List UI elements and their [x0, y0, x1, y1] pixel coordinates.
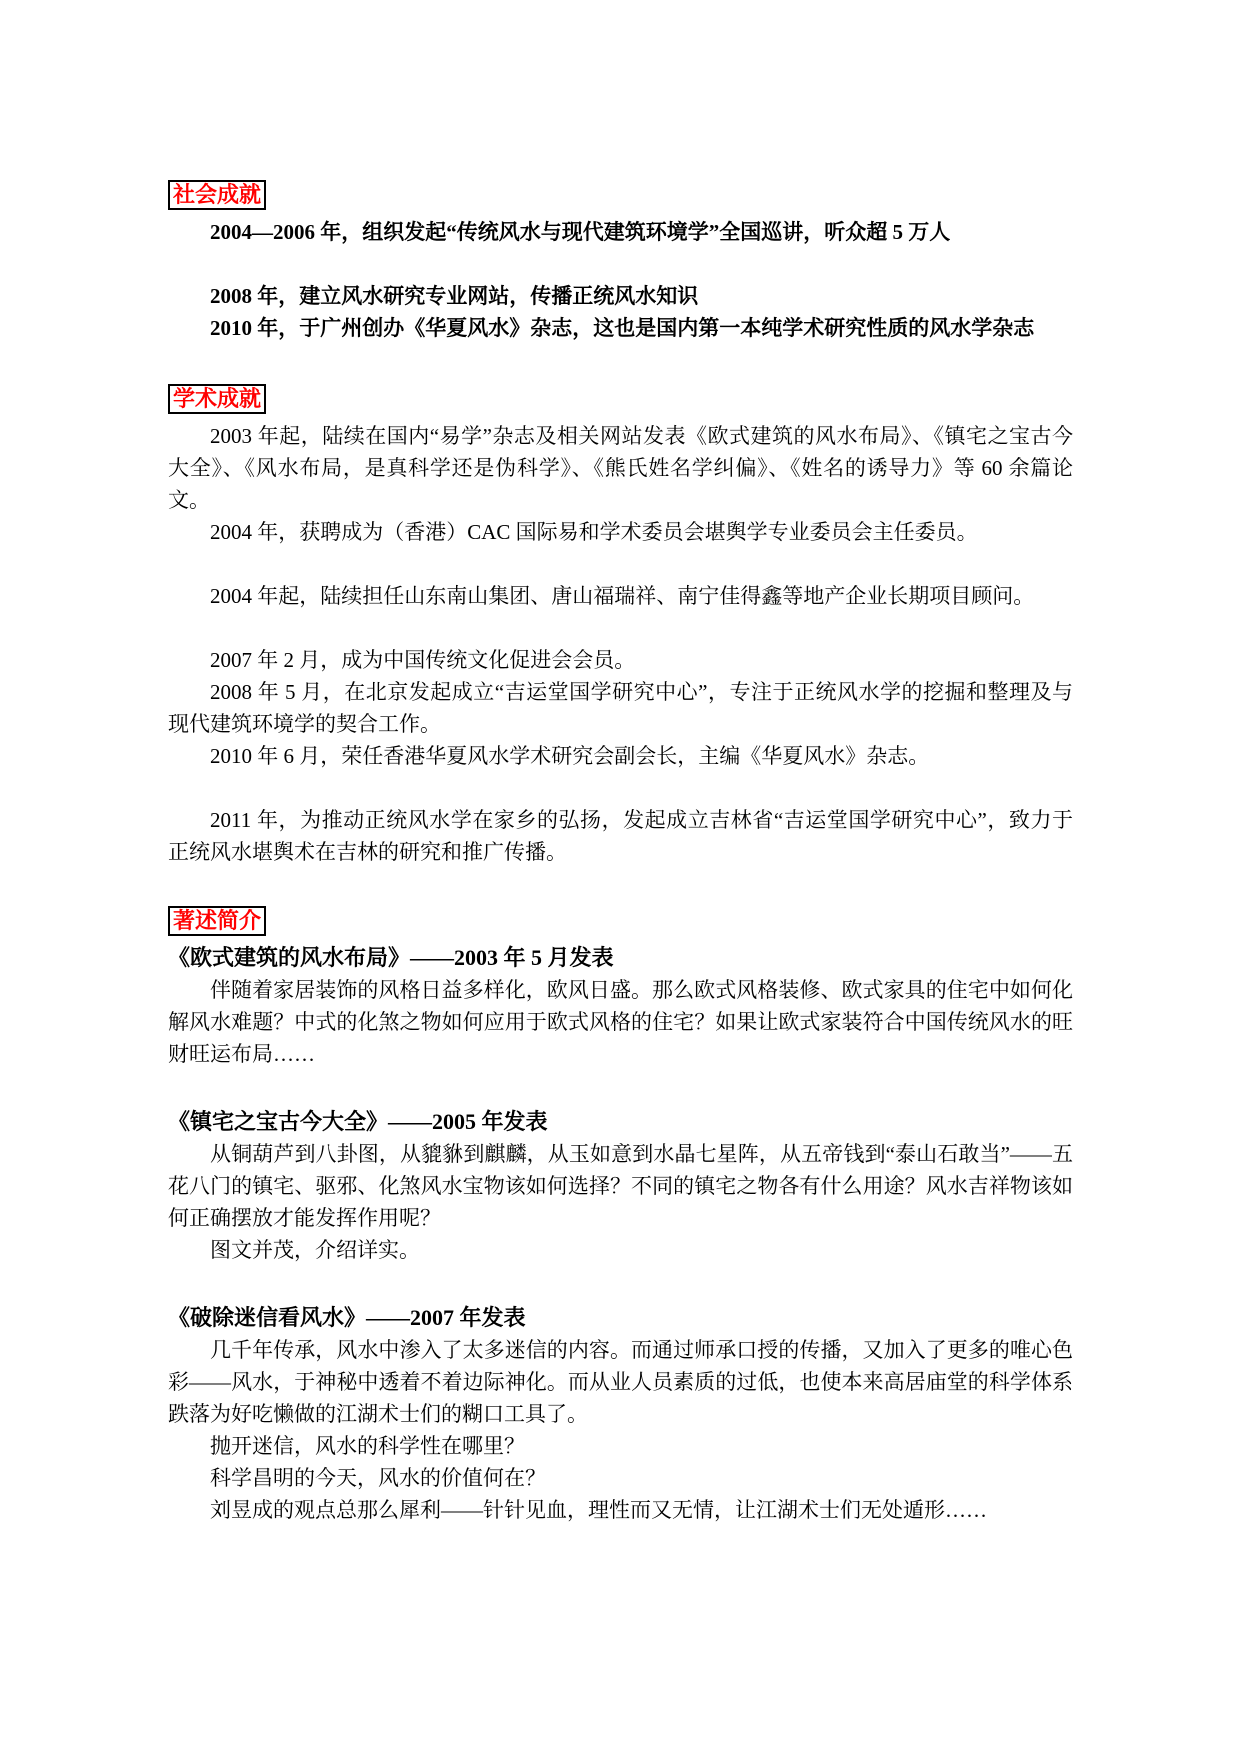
- section-heading-badge: [168, 906, 266, 936]
- paragraph: 刘昱成的观点总那么犀利——针针见血，理性而又无情，让江湖术士们无处遁形……: [210, 1498, 987, 1522]
- paragraph: 2008 年，建立风水研究专业网站，传播正统风水知识: [210, 284, 699, 308]
- paragraph: 2011 年，为推动正统风水学在家乡的弘扬，发起成立吉林省“吉运堂国学研究中心”，致力于正统风水堪舆术在吉林的研究和推广传播。: [168, 808, 1073, 864]
- section-heading-label: 著述简介: [173, 908, 262, 933]
- paragraph: 伴随着家居装饰的风格日益多样化，欧风日盛。那么欧式风格装修、欧式家具的住宅中如何化解风水难题？中式的化煞之物如何应用于欧式风格的住宅？如果让欧式家装符合中国传统风水的旺财旺运布局……: [168, 978, 1073, 1066]
- book-entry: [168, 1106, 1073, 1266]
- section-heading-row: [168, 384, 1073, 414]
- book-title: 《镇宅之宝古今大全》——2005 年发表: [168, 1109, 548, 1134]
- book-title: 《破除迷信看风水》——2007 年发表: [168, 1305, 526, 1330]
- section-heading-label: 社会成就: [173, 182, 262, 207]
- paragraph: 图文并茂，介绍详实。: [210, 1238, 420, 1262]
- blank-line: [168, 248, 1073, 280]
- paragraph: 科学昌明的今天，风水的价值何在？: [210, 1466, 546, 1490]
- book-entry: [168, 1302, 1073, 1526]
- section-heading-row: [168, 906, 1073, 936]
- paragraph: 2004 年，获聘成为（香港）CAC 国际易和学术委员会堪舆学专业委员会主任委员。: [210, 520, 978, 544]
- book-entry: [168, 942, 1073, 1070]
- section-heading-badge: [168, 384, 266, 414]
- paragraph: 2004 年起，陆续担任山东南山集团、唐山福瑞祥、南宁佳得鑫等地产企业长期项目顾问。: [210, 584, 1035, 608]
- paragraph: 从铜葫芦到八卦图，从貔貅到麒麟，从玉如意到水晶七星阵，从五帝钱到“泰山石敢当”——五花八门的镇宅、驱邪、化煞风水宝物该如何选择？不同的镇宅之物各有什么用途？风水吉祥物该如何正确摆放才能发挥作用呢？: [168, 1142, 1073, 1230]
- blank-line: [168, 772, 1073, 804]
- section-social-achievements: [168, 180, 1073, 344]
- section-heading-row: [168, 180, 1073, 210]
- paragraph: 2004—2006 年，组织发起“传统风水与现代建筑环境学”全国巡讲，听众超 5 万人: [210, 220, 951, 244]
- paragraph: 抛开迷信，风水的科学性在哪里？: [210, 1434, 525, 1458]
- section-heading-badge: [168, 180, 266, 210]
- section-academic-achievements: [168, 384, 1073, 868]
- book-title: 《欧式建筑的风水布局》——2003 年 5 月发表: [168, 945, 614, 970]
- blank-line: [168, 612, 1073, 644]
- paragraph: 2010 年 6 月，荣任香港华夏风水学术研究会副会长，主编《华夏风水》杂志。: [210, 744, 930, 768]
- blank-line: [168, 548, 1073, 580]
- paragraph: 2008 年 5 月，在北京发起成立“吉运堂国学研究中心”，专注于正统风水学的挖掘和整理及与现代建筑环境学的契合工作。: [168, 680, 1073, 736]
- paragraph: 几千年传承，风水中渗入了太多迷信的内容。而通过师承口授的传播，又加入了更多的唯心色彩——风水，于神秘中透着不着边际神化。而从业人员素质的过低，也使本来高居庙堂的科学体系跌落为好吃懒做的江湖术士们的糊口工具了。: [168, 1338, 1073, 1426]
- section-works-intro: [168, 906, 1073, 1526]
- paragraph: 2010 年，于广州创办《华夏风水》杂志，这也是国内第一本纯学术研究性质的风水学杂志: [210, 316, 1035, 340]
- paragraph: 2007 年 2 月，成为中国传统文化促进会会员。: [210, 648, 636, 672]
- paragraph: 2003 年起，陆续在国内“易学”杂志及相关网站发表《欧式建筑的风水布局》、《镇宅之宝古今大全》、《风水布局，是真科学还是伪科学》、《熊氏姓名学纠偏》、《姓名的诱导力》等 60 余篇论文。: [168, 424, 1073, 512]
- section-heading-label: 学术成就: [173, 386, 262, 411]
